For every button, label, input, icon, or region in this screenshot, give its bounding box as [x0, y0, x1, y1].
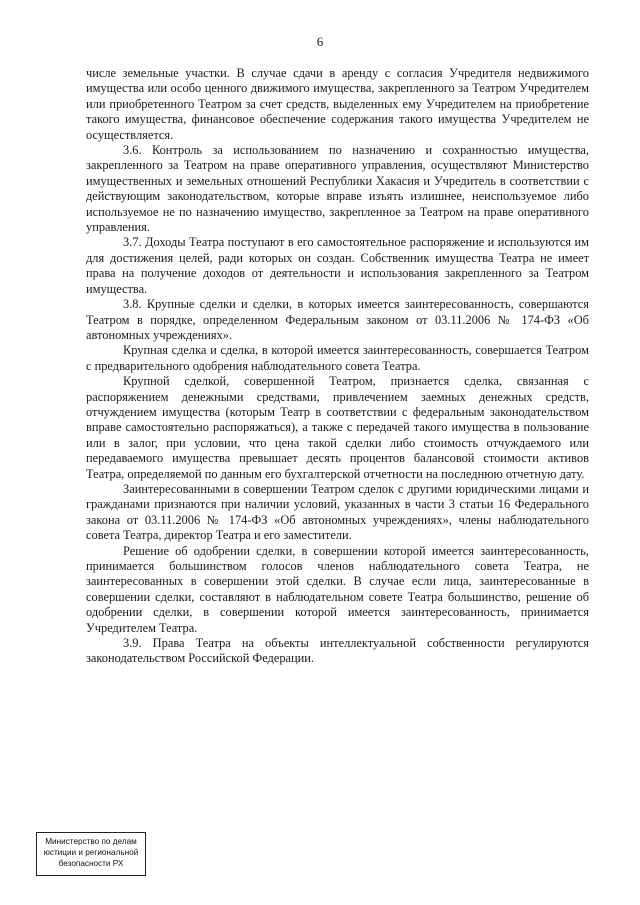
paragraph-interested-parties: Заинтересованными в совершении Театром сделок с другими юридическими лицами и гражданами признаются при наличии условий, указанных в части 3 статьи 16 Федерального закона от 03.11.2006 № 174-ФЗ «Об автономных учреждениях», члены наблюдательного совета Театра, директор Театра и его заместители. [86, 481, 589, 543]
document-body [86, 66, 589, 667]
stamp-line: юстиции и региональной [43, 848, 139, 857]
paragraph-3-7: 3.7. Доходы Театра поступают в его самостоятельное распоряжение и используются им для достижения целей, ради которых он создан. Собственник имущества Театра не имеет права на получение доходов от деятельности и использования закрепленного за Театром имущества. [86, 235, 589, 296]
paragraph-major-deal-definition: Крупной сделкой, совершенной Театром, признается сделка, связанная с распоряжением денежными средствами, привлечением заемных денежных средств, отчуждением имущества (которым Театр в соответствии с федеральным законодательством вправе самостоятельно распоряжаться), а также с передачей такого имущества в пользование или в залог, при условии, что цена такой сделки либо стоимость отчуждаемого или передаваемого имущества превышает десять процентов балансовой стоимости активов Театра, определяемой по данным его бухгалтерской отчетности на последнюю отчетную дату. [86, 374, 589, 481]
page-number: 6 [316, 34, 324, 49]
paragraph-3-9: 3.9. Права Театра на объекты интеллектуальной собственности регулируются законодательством Российской Федерации. [86, 636, 589, 666]
stamp-line: Министерство по делам [45, 837, 137, 846]
paragraph-major-deal-approval: Крупная сделка и сделка, в которой имеется заинтересованность, совершается Театром с предварительного одобрения наблюдательного совета Театра. [86, 343, 589, 373]
paragraph-3-8: 3.8. Крупные сделки и сделки, в которых имеется заинтересованность, совершаются Театром в порядке, определенном Федеральным законом от 03.11.2006 № 174-ФЗ «Об автономных учреждениях». [86, 297, 589, 342]
paragraph-3-6: 3.6. Контроль за использованием по назначению и сохранностью имущества, закрепленного за Театром на праве оперативного управления, осуществляют Министерство имущественных и земельных отношений Республики Хакасия и Учредитель в соответствии с действующим законодательством, которые вправе изъять излишнее, неиспользуемое либо используемое не по назначению имущество, закрепленное за Театром на праве оперативного управления. [86, 143, 589, 235]
ministry-stamp [36, 832, 146, 876]
paragraph-continuation: числе земельные участки. В случае сдачи в аренду с согласия Учредителя недвижимого имущества или особо ценного движимого имущества, закрепленного за Театром Учредителем или приобретенного Театром за счет средств, выделенных ему Учредителем на приобретение такого имущества, финансовое обеспечение содержания такого имущества Учредителем не осуществляется. [86, 66, 589, 142]
stamp-line: безопасности РХ [58, 859, 124, 868]
paragraph-approval-decision: Решение об одобрении сделки, в совершении которой имеется заинтересованность, принимается большинством голосов членов наблюдательного совета Театра, не заинтересованных в совершении этой сделки. В случае если лица, заинтересованные в совершении сделки, составляют в наблюдательном совете Театра большинство, решение об одобрении сделки, в совершении которой имеется заинтересованность, принимается Учредителем Театра. [86, 543, 589, 635]
